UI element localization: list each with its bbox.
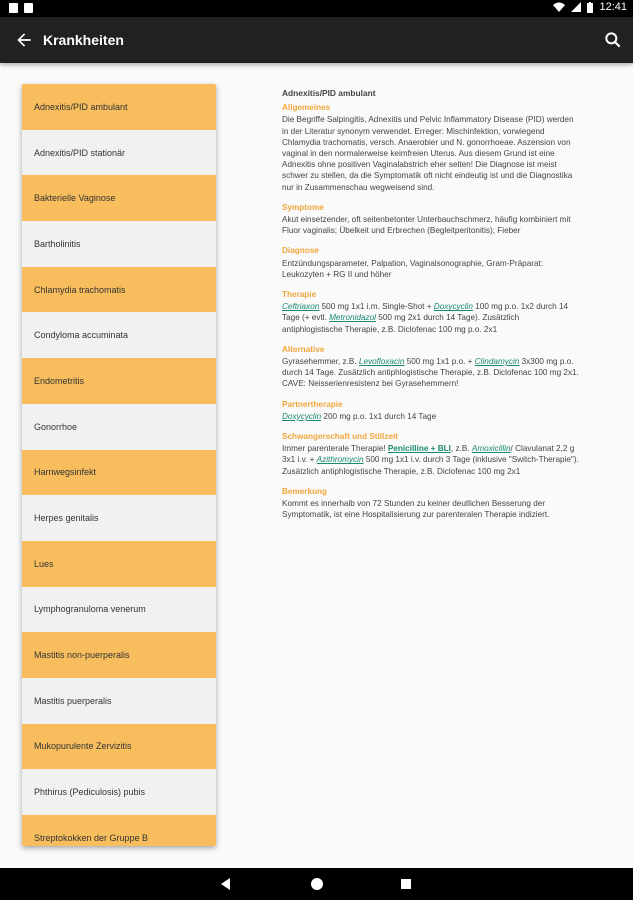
list-item[interactable]: [22, 221, 216, 267]
drug-link[interactable]: Doxycyclin: [282, 411, 322, 421]
list-item[interactable]: [22, 358, 216, 404]
section-alternative: [282, 344, 580, 390]
list-item[interactable]: [22, 632, 216, 678]
section-partnertherapie: [282, 399, 580, 422]
list-item[interactable]: [22, 495, 216, 541]
list-item[interactable]: [22, 587, 216, 633]
drug-link[interactable]: Amoxicillin: [471, 444, 511, 454]
notification-icon: [9, 3, 18, 13]
section-heading: Symptome: [282, 202, 324, 212]
list-item-label: Bakterielle Vaginose: [34, 193, 116, 204]
section-text: Die Begriffe Salpingitis, Adnexitis und Pelvic Inflammatory Disease (PID) werden in der Literatur synonym verwendet. Erreger: Mischinfektion, vorwiegend Chlamydia trachomatis, versch. Anaerobier und N. gonorrhoeae. Aszension von vaginal in den normalerweise keimfreien Uterus. Aus diesem Grund ist eine Adnexitis ohne positiven Vaginalabstrich eher selten! Die Diagnose ist meist schwer zu stellen, da die Symptomatik oft nicht eindeutig ist und die Diagnostika nur in Zusammenschau wegweisend sind.: [282, 115, 574, 192]
text-fragment: 3x300 mg p.o. durch 14 Tage. Zusätzlich antiphlogistische Therapie, z.B. Diclofenac 100 mg 2x1. CAVE: Neisserienresistenz bei Gyrasehemmern!: [282, 357, 579, 389]
navigation-bar: [0, 868, 633, 900]
section-heading: Partnertherapie: [282, 399, 343, 409]
battery-icon: [587, 2, 593, 13]
section-heading: Bemerkung: [282, 486, 328, 496]
list-item[interactable]: [22, 450, 216, 496]
list-item-label: Adnexitis/PID stationär: [34, 147, 126, 158]
disease-list: [22, 84, 216, 846]
text-fragment: Immer parenterale Therapie!: [282, 444, 388, 454]
section-bemerkung: [282, 486, 580, 521]
list-item-label: Phthirus (Pediculosis) pubis: [34, 787, 146, 798]
section-text: Akut einsetzender, oft seitenbetonter Unterbauchschmerz, häufig kombiniert mit Fluor vaginalis; Übelkeit und Erbrechen (Begleitperitonitis); Fieber: [282, 215, 571, 236]
list-item[interactable]: [22, 130, 216, 176]
search-icon[interactable]: [603, 30, 623, 50]
list-item[interactable]: [22, 815, 216, 846]
nav-back-icon[interactable]: [218, 876, 234, 892]
section-text: Entzündungsparameter, Palpation, Vaginalsonographie, Gram-Präparat: Leukozyten + RG II und höher: [282, 258, 544, 279]
list-item[interactable]: [22, 312, 216, 358]
text-fragment: 100 mg p.o. 1x2 durch 14 Tage (+ evtl.: [282, 302, 569, 323]
drug-link[interactable]: Ceftriaxon: [282, 302, 320, 312]
page-title: Krankheiten: [43, 32, 124, 48]
text-fragment: 200 mg p.o. 1x1 durch 14 Tage: [321, 411, 437, 421]
signal-icon: [571, 2, 581, 12]
drug-link[interactable]: Azithromycin: [316, 455, 364, 465]
section-heading: Allgemeines: [282, 103, 331, 113]
list-item-label: Endometritis: [34, 375, 85, 386]
notification-icon: [24, 3, 33, 13]
list-item[interactable]: [22, 769, 216, 815]
text-fragment: 500 mg 1x1 i.m. Single-Shot +: [319, 302, 434, 312]
section-diagnose: [282, 245, 580, 280]
section-heading: Alternative: [282, 344, 325, 354]
list-item-label: Adnexitis/PID ambulant: [34, 101, 128, 112]
nav-recents-icon[interactable]: [398, 876, 414, 892]
list-item-label: Chlamydia trachomatis: [34, 284, 126, 295]
disease-detail: [282, 88, 580, 530]
status-time: 12:41: [599, 1, 627, 13]
list-item-label: Mastitis non-puerperalis: [34, 650, 130, 661]
list-item[interactable]: [22, 678, 216, 724]
list-item[interactable]: [22, 175, 216, 221]
list-item-label: Lymphogranuloma venerum: [34, 604, 146, 615]
drug-link[interactable]: Levofloxacin: [358, 357, 405, 367]
section-symptome: [282, 202, 580, 237]
section-allgemeines: [282, 102, 580, 193]
drug-link[interactable]: Doxycyclin: [433, 302, 473, 312]
list-item-label: Condyloma accuminata: [34, 330, 129, 341]
app-bar: [0, 17, 633, 63]
list-item[interactable]: [22, 404, 216, 450]
drug-link[interactable]: Metronidazol: [329, 313, 376, 323]
section-heading: Diagnose: [282, 246, 319, 256]
section-text: Kommt es innerhalb von 72 Stunden zu keiner deutlichen Besserung der Symptomatik, ist eine Hospitalisierung zur parenteralen Therapie indiziert.: [282, 499, 550, 520]
section-heading: Schwangerschaft und Stillzeit: [282, 432, 399, 442]
list-item-label: Streptokokken der Gruppe B: [34, 832, 149, 843]
list-item-label: Mukopurulente Zervizitis: [34, 741, 132, 752]
drug-link[interactable]: Clindamycin: [474, 357, 520, 367]
status-bar: [0, 0, 633, 17]
text-fragment: 500 mg 1x1 i.v. durch 3 Tage (inklusive "Switch-Therapie"). Zusätzlich antiphlogistische Therapie, z.B. Diclofenac 100 mg 2x1: [282, 455, 579, 476]
text-fragment: Gyrasehemmer, z.B.: [282, 357, 359, 367]
wifi-icon: [553, 2, 565, 12]
section-text: [282, 411, 580, 422]
drug-link[interactable]: Penicilline + BLI: [387, 444, 451, 454]
list-item-label: Bartholinitis: [34, 238, 81, 249]
list-item-label: Harnwegsinfekt: [34, 467, 97, 478]
list-item-label: Mastitis puerperalis: [34, 695, 112, 706]
list-item-label: Gonorrhoe: [34, 421, 78, 432]
nav-home-icon[interactable]: [309, 876, 325, 892]
text-fragment: 500 mg 1x1 p.o. +: [404, 357, 475, 367]
list-item[interactable]: [22, 267, 216, 313]
section-heading: Therapie: [282, 290, 317, 300]
text-fragment: , z.B.: [450, 444, 472, 454]
section-therapie: [282, 289, 580, 335]
section-text: [282, 301, 580, 335]
arrow-back-icon[interactable]: [14, 30, 34, 50]
section-text: [282, 443, 580, 477]
section-schwangerschaft: [282, 431, 580, 477]
status-indicators: [553, 1, 627, 13]
list-item[interactable]: [22, 541, 216, 587]
text-fragment: 500 mg 2x1 durch 14 Tage). Zusätzlich antiphlogistische Therapie, z.B. Diclofenac 100 mg p.o. 2x1: [282, 313, 520, 334]
list-item-label: Herpes genitalis: [34, 513, 99, 524]
notification-icons: [9, 3, 33, 13]
list-item[interactable]: [22, 84, 216, 130]
section-text: [282, 356, 580, 390]
list-item-label: Lues: [34, 558, 54, 569]
list-item[interactable]: [22, 724, 216, 770]
text-fragment: / Clavulanat 2,2 g 3x1 i.v. +: [282, 444, 575, 465]
detail-title: Adnexitis/PID ambulant: [282, 88, 376, 98]
